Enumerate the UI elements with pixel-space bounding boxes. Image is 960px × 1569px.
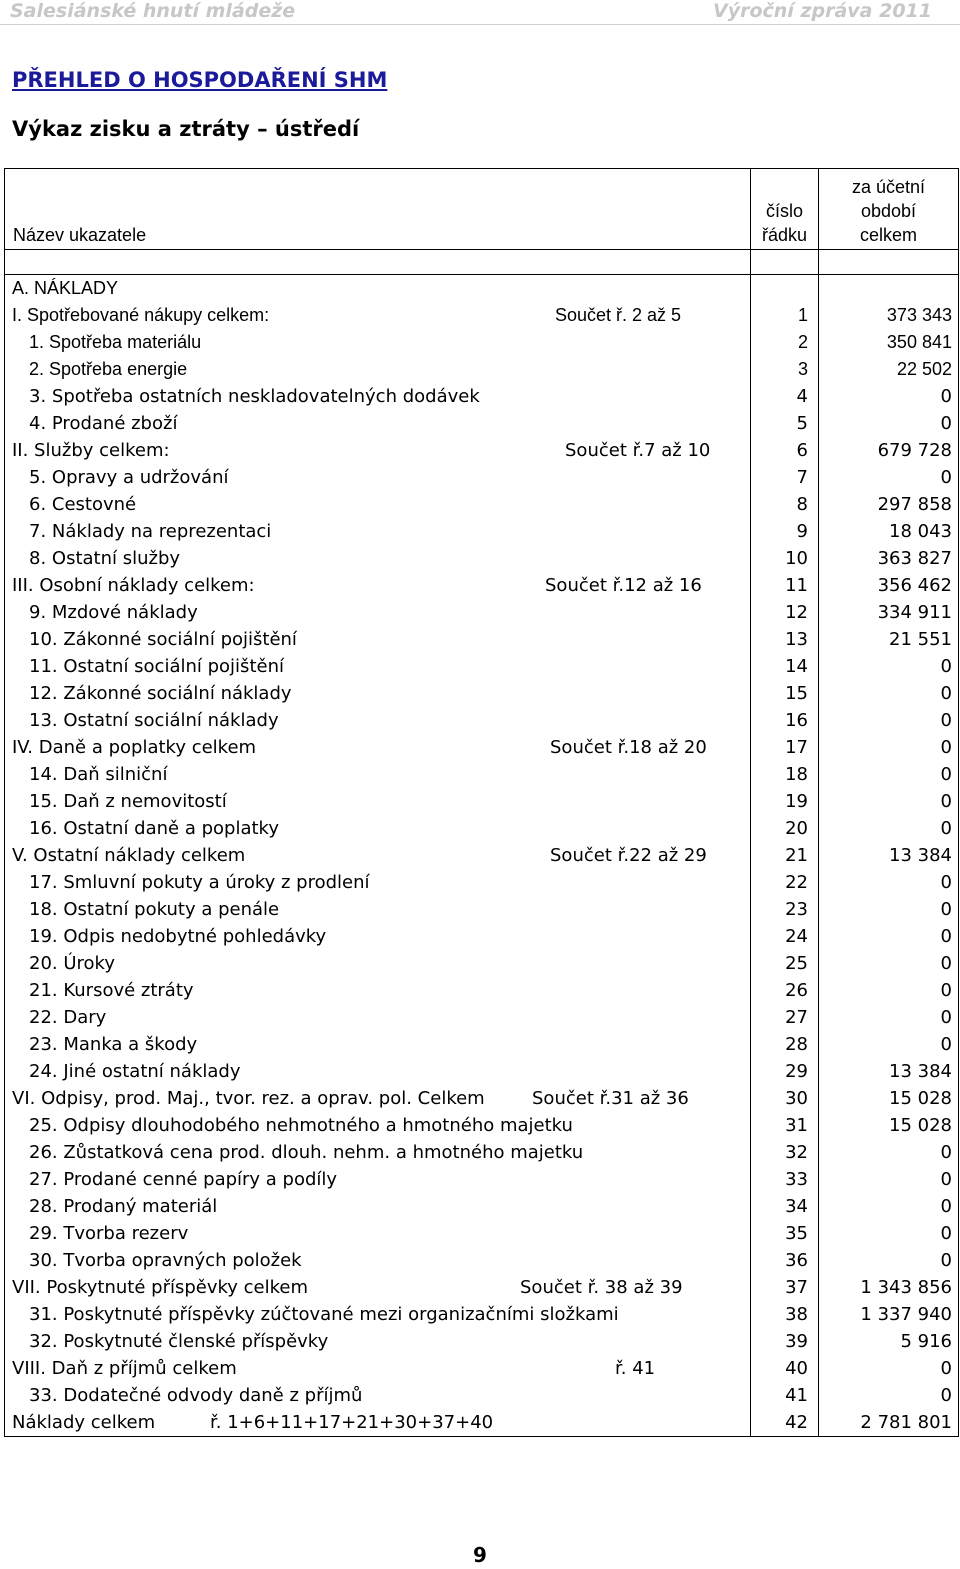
row-label-cell [5, 842, 751, 869]
row-label: 14. Daň silniční [29, 764, 168, 785]
row-number: 11 [751, 572, 819, 599]
row-label: 19. Odpis nedobytné pohledávky [29, 926, 327, 947]
table-row [5, 1112, 959, 1139]
row-value: 0 [819, 1166, 959, 1193]
column-header-row-number-line1: číslo [765, 201, 803, 221]
row-label: 25. Odpisy dlouhodobého nehmotného a hmotného majetku [29, 1115, 573, 1136]
row-label: 26. Zůstatková cena prod. dlouh. nehm. a hmotného majetku [29, 1142, 584, 1163]
row-value: 18 043 [819, 518, 959, 545]
row-sum-note: Součet ř.31 až 36 [532, 1088, 689, 1109]
row-label-cell [5, 410, 751, 437]
row-number: 28 [751, 1031, 819, 1058]
table-row [5, 545, 959, 572]
column-header-value [819, 169, 959, 250]
row-value: 0 [819, 1004, 959, 1031]
row-value: 679 728 [819, 437, 959, 464]
row-number: 20 [751, 815, 819, 842]
row-label-cell [5, 491, 751, 518]
row-number: 29 [751, 1058, 819, 1085]
row-value: 0 [819, 707, 959, 734]
row-label-cell [5, 356, 751, 383]
table-row [5, 1166, 959, 1193]
row-value: 15 028 [819, 1085, 959, 1112]
table-row [5, 1301, 959, 1328]
row-label-cell [5, 896, 751, 923]
row-value: 0 [819, 464, 959, 491]
row-value: 0 [819, 896, 959, 923]
row-number: 16 [751, 707, 819, 734]
row-number: 30 [751, 1085, 819, 1112]
row-value: 363 827 [819, 545, 959, 572]
row-label-cell [5, 1301, 751, 1328]
row-label: VI. Odpisy, prod. Maj., tvor. rez. a oprav. pol. Celkem [12, 1088, 485, 1109]
row-sum-note: Součet ř.22 až 29 [550, 845, 707, 866]
row-label-cell [5, 653, 751, 680]
row-label: 20. Úroky [29, 953, 115, 974]
table-row [5, 869, 959, 896]
row-label: 30. Tvorba opravných položek [29, 1250, 302, 1271]
table-row [5, 761, 959, 788]
row-label-cell [5, 1085, 751, 1112]
row-label-cell [5, 950, 751, 977]
row-label-cell [5, 302, 751, 329]
row-label-cell [5, 1409, 751, 1437]
table-row [5, 410, 959, 437]
table-row [5, 1328, 959, 1355]
row-label: 3. Spotřeba ostatních neskladovatelných dodávek [29, 386, 480, 407]
row-label: 8. Ostatní služby [29, 548, 181, 569]
row-label: 23. Manka a škody [29, 1034, 198, 1055]
table-row [5, 1382, 959, 1409]
row-label-cell [5, 1166, 751, 1193]
row-label: 1. Spotřeba materiálu [29, 332, 202, 352]
row-value: 0 [819, 734, 959, 761]
row-label: 13. Ostatní sociální náklady [29, 710, 279, 731]
row-sum-note: ř. 41 [615, 1358, 656, 1379]
table-row [5, 815, 959, 842]
table-row [5, 518, 959, 545]
row-number: 17 [751, 734, 819, 761]
row-label: 7. Náklady na reprezentaci [29, 521, 272, 542]
row-label-cell [5, 1058, 751, 1085]
row-label: 31. Poskytnuté příspěvky zúčtované mezi organizačními složkami [29, 1304, 619, 1325]
table-row [5, 653, 959, 680]
row-label: 18. Ostatní pokuty a penále [29, 899, 280, 920]
page-subtitle: Výkaz zisku a ztráty – ústředí [12, 117, 360, 141]
row-number: 41 [751, 1382, 819, 1409]
row-value: 334 911 [819, 599, 959, 626]
table-row [5, 950, 959, 977]
row-value: 0 [819, 1220, 959, 1247]
table-row [5, 491, 959, 518]
column-header-name: Název ukazatele [5, 169, 751, 250]
row-number: 15 [751, 680, 819, 707]
row-value: 0 [819, 761, 959, 788]
page-title: PŘEHLED O HOSPODAŘENÍ SHM [12, 68, 388, 92]
row-number: 5 [751, 410, 819, 437]
row-label-cell [5, 734, 751, 761]
row-number: 2 [751, 329, 819, 356]
row-label-cell [5, 626, 751, 653]
row-label-cell [5, 1112, 751, 1139]
row-label-cell [5, 1193, 751, 1220]
row-label-cell [5, 923, 751, 950]
row-sum-note: Součet ř.18 až 20 [550, 737, 707, 758]
row-value: 0 [819, 1247, 959, 1274]
row-number: 38 [751, 1301, 819, 1328]
row-label: 4. Prodané zboží [29, 413, 178, 434]
header-report-title: Výroční zpráva 2011 [713, 0, 932, 22]
row-label: 6. Cestovné [29, 494, 137, 515]
row-number: 10 [751, 545, 819, 572]
row-value: 0 [819, 977, 959, 1004]
row-value: 0 [819, 1139, 959, 1166]
row-label: 9. Mzdové náklady [29, 602, 198, 623]
row-label-cell [5, 518, 751, 545]
row-label: IV. Daně a poplatky celkem [12, 737, 257, 758]
row-label: 29. Tvorba rezerv [29, 1223, 189, 1244]
row-number: 23 [751, 896, 819, 923]
table-row [5, 464, 959, 491]
table-row [5, 1085, 959, 1112]
row-label-cell [5, 329, 751, 356]
row-label: VIII. Daň z příjmů celkem [12, 1358, 237, 1379]
row-label-cell [5, 1247, 751, 1274]
row-number: 19 [751, 788, 819, 815]
row-number: 42 [751, 1409, 819, 1437]
row-label: I. Spotřebované nákupy celkem: [12, 305, 270, 325]
row-value: 0 [819, 680, 959, 707]
row-label-cell [5, 545, 751, 572]
row-value: 0 [819, 653, 959, 680]
table-row [5, 275, 959, 303]
table-row [5, 896, 959, 923]
row-label-cell [5, 464, 751, 491]
row-label: 17. Smluvní pokuty a úroky z prodlení [29, 872, 370, 893]
row-label: VII. Poskytnuté příspěvky celkem [12, 1277, 309, 1298]
row-label-cell [5, 680, 751, 707]
row-label: 2. Spotřeba energie [29, 359, 188, 379]
row-value: 0 [819, 1031, 959, 1058]
row-value: 1 337 940 [819, 1301, 959, 1328]
row-label: Náklady celkem [12, 1412, 156, 1433]
row-number: 26 [751, 977, 819, 1004]
row-label: 16. Ostatní daně a poplatky [29, 818, 279, 839]
table-row [5, 356, 959, 383]
row-label-cell [5, 599, 751, 626]
table-header-row [5, 169, 959, 250]
row-label: 28. Prodaný materiál [29, 1196, 218, 1217]
row-value: 13 384 [819, 1058, 959, 1085]
row-number: 25 [751, 950, 819, 977]
row-label-cell [5, 1382, 751, 1409]
row-label-cell [5, 1004, 751, 1031]
row-value: 22 502 [819, 356, 959, 383]
row-label: 5. Opravy a udržování [29, 467, 229, 488]
table-row [5, 599, 959, 626]
row-label: 12. Zákonné sociální náklady [29, 683, 292, 704]
row-sum-note: ř. 1+6+11+17+21+30+37+40 [210, 1412, 494, 1433]
table-spacer-row [5, 250, 959, 275]
row-number: 21 [751, 842, 819, 869]
row-value: 21 551 [819, 626, 959, 653]
row-number: 18 [751, 761, 819, 788]
row-label: 24. Jiné ostatní náklady [29, 1061, 241, 1082]
row-label: 27. Prodané cenné papíry a podíly [29, 1169, 338, 1190]
table-row [5, 437, 959, 464]
row-number: 6 [751, 437, 819, 464]
row-value: 1 343 856 [819, 1274, 959, 1301]
column-header-value-line1: za účetní [851, 177, 926, 197]
row-value: 13 384 [819, 842, 959, 869]
table-row [5, 329, 959, 356]
table-row [5, 1058, 959, 1085]
table-row [5, 1220, 959, 1247]
row-number: 35 [751, 1220, 819, 1247]
row-value: 0 [819, 815, 959, 842]
row-label-cell [5, 1220, 751, 1247]
row-number: 4 [751, 383, 819, 410]
row-label: V. Ostatní náklady celkem [12, 845, 246, 866]
row-number: 14 [751, 653, 819, 680]
row-sum-note: Součet ř.7 až 10 [565, 440, 711, 461]
column-header-row-number-line2: řádku [761, 225, 808, 245]
row-value: 2 781 801 [819, 1409, 959, 1437]
page-number: 9 [473, 1543, 487, 1567]
row-number: 33 [751, 1166, 819, 1193]
row-label-cell [5, 977, 751, 1004]
row-number: 40 [751, 1355, 819, 1382]
row-label-cell [5, 869, 751, 896]
table-body [5, 275, 959, 1437]
row-value: 0 [819, 1355, 959, 1382]
row-number: 27 [751, 1004, 819, 1031]
row-number: 7 [751, 464, 819, 491]
row-sum-note: Součet ř.12 až 16 [545, 575, 702, 596]
table-row [5, 1355, 959, 1382]
table-row [5, 1139, 959, 1166]
table-row [5, 1409, 959, 1437]
table-row [5, 1031, 959, 1058]
table-row [5, 1004, 959, 1031]
table-row [5, 302, 959, 329]
row-number: 32 [751, 1139, 819, 1166]
row-sum-note: Součet ř. 2 až 5 [555, 305, 682, 325]
row-value: 0 [819, 1193, 959, 1220]
row-number: 22 [751, 869, 819, 896]
row-value: 15 028 [819, 1112, 959, 1139]
row-value: 0 [819, 1382, 959, 1409]
row-label-cell [5, 383, 751, 410]
row-value: 0 [819, 383, 959, 410]
row-number: 8 [751, 491, 819, 518]
row-label-cell [5, 1328, 751, 1355]
row-number: 13 [751, 626, 819, 653]
row-number: 31 [751, 1112, 819, 1139]
row-value [819, 275, 959, 303]
row-value: 356 462 [819, 572, 959, 599]
row-value: 0 [819, 788, 959, 815]
table-row [5, 383, 959, 410]
row-label: 11. Ostatní sociální pojištění [29, 656, 284, 677]
row-label-cell [5, 1031, 751, 1058]
row-label-cell [5, 275, 751, 303]
table-row [5, 923, 959, 950]
row-value: 297 858 [819, 491, 959, 518]
table-row [5, 572, 959, 599]
row-label: 33. Dodatečné odvody daně z příjmů [29, 1385, 363, 1406]
row-number: 36 [751, 1247, 819, 1274]
row-number: 3 [751, 356, 819, 383]
row-number: 9 [751, 518, 819, 545]
table-row [5, 734, 959, 761]
row-label-cell [5, 707, 751, 734]
table-row [5, 977, 959, 1004]
row-label: 22. Dary [29, 1007, 107, 1028]
column-header-row-number [751, 169, 819, 250]
table-row [5, 707, 959, 734]
row-number: 12 [751, 599, 819, 626]
profit-loss-table [4, 168, 959, 1437]
row-number [751, 275, 819, 303]
row-number: 39 [751, 1328, 819, 1355]
row-label: 15. Daň z nemovitostí [29, 791, 227, 812]
row-value: 0 [819, 923, 959, 950]
row-label-cell [5, 761, 751, 788]
column-header-value-line3: celkem [859, 225, 917, 245]
row-value: 5 916 [819, 1328, 959, 1355]
row-label-cell [5, 788, 751, 815]
row-label-cell [5, 1139, 751, 1166]
row-number: 37 [751, 1274, 819, 1301]
table-row [5, 788, 959, 815]
row-label-cell [5, 1355, 751, 1382]
row-label: II. Služby celkem: [12, 440, 170, 461]
row-label: 21. Kursové ztráty [29, 980, 194, 1001]
row-label: 10. Zákonné sociální pojištění [29, 629, 297, 650]
row-label: 32. Poskytnuté členské příspěvky [29, 1331, 329, 1352]
row-sum-note: Součet ř. 38 až 39 [520, 1277, 683, 1298]
row-value: 0 [819, 869, 959, 896]
row-value: 0 [819, 410, 959, 437]
row-label: A. NÁKLADY [12, 278, 119, 298]
row-value: 0 [819, 950, 959, 977]
table-row [5, 1193, 959, 1220]
row-value: 373 343 [819, 302, 959, 329]
row-label-cell [5, 572, 751, 599]
header-organization: Salesiánské hnutí mládeže [10, 0, 296, 22]
row-number: 24 [751, 923, 819, 950]
table-row [5, 842, 959, 869]
header-divider [0, 24, 960, 25]
table-row [5, 1247, 959, 1274]
column-header-value-line2: období [860, 201, 917, 221]
row-label-cell [5, 815, 751, 842]
row-value: 350 841 [819, 329, 959, 356]
table-row [5, 680, 959, 707]
row-label-cell [5, 437, 751, 464]
table-row [5, 1274, 959, 1301]
row-number: 34 [751, 1193, 819, 1220]
row-label-cell [5, 1274, 751, 1301]
row-label: III. Osobní náklady celkem: [12, 575, 255, 596]
row-number: 1 [751, 302, 819, 329]
table-row [5, 626, 959, 653]
